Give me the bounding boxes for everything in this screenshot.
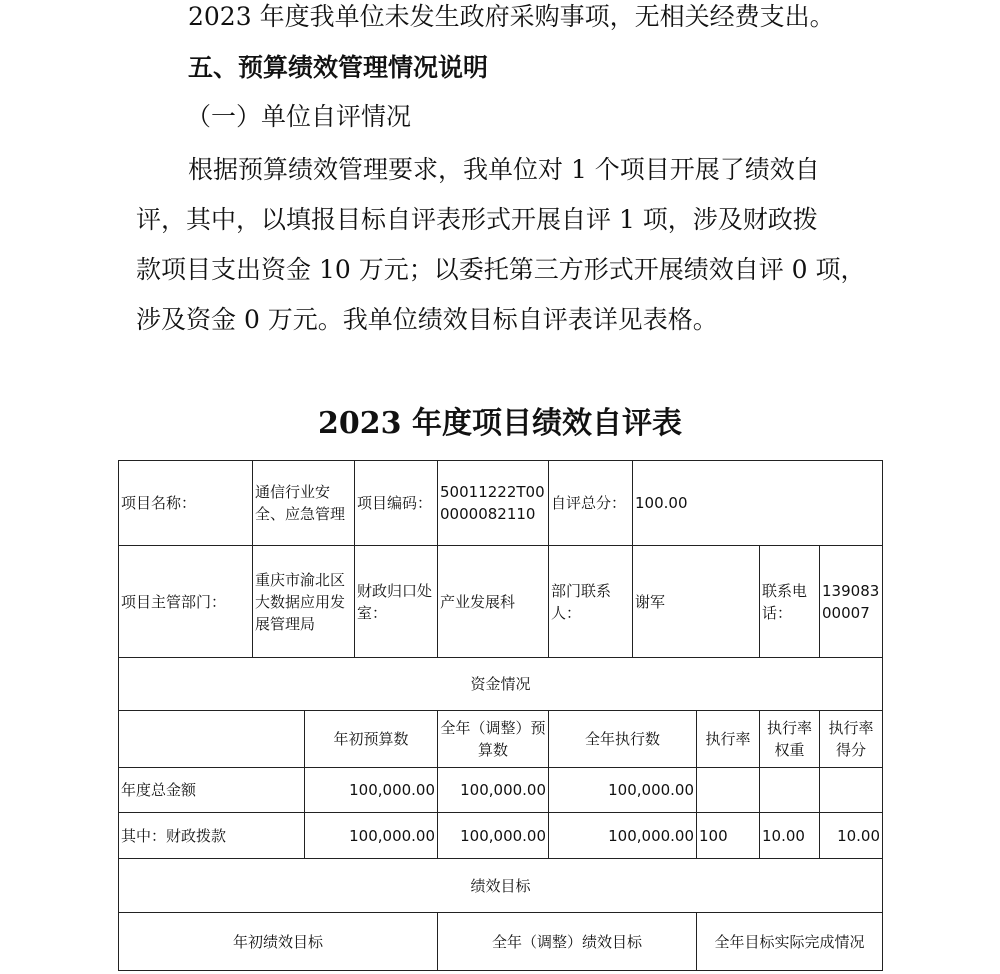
goals-section-header: 绩效目标 — [119, 859, 883, 913]
department-value: 重庆市渝北区大数据应用发展管理局 — [253, 546, 355, 658]
goal-adjusted-header: 全年（调整）绩效目标 — [438, 913, 697, 971]
row-fiscal-weight: 10.00 — [760, 813, 820, 859]
funds-header-blank — [119, 711, 305, 768]
self-score-value: 100.00 — [633, 461, 883, 546]
self-evaluation-paragraph — [136, 145, 884, 345]
no-procurement-paragraph: 2023 年度我单位未发生政府采购事项，无相关经费支出。 — [188, 2, 835, 31]
project-name-value: 通信行业安全、应急管理 — [253, 461, 355, 546]
project-code-label: 项目编码： — [355, 461, 438, 546]
contact-person-label: 部门联系人： — [549, 546, 633, 658]
self-score-label: 自评总分： — [549, 461, 633, 546]
row-total-adjusted: 100,000.00 — [438, 768, 549, 813]
goal-initial-header: 年初绩效目标 — [119, 913, 438, 971]
finance-office-value: 产业发展科 — [438, 546, 549, 658]
phone-value: 13908300007 — [820, 546, 883, 658]
phone-label: 联系电话： — [760, 546, 820, 658]
contact-person-value: 谢军 — [633, 546, 760, 658]
col-adjusted-budget: 全年（调整）预算数 — [438, 711, 549, 768]
section-heading-budget-performance: 五、预算绩效管理情况说明 — [188, 53, 489, 82]
col-executed: 全年执行数 — [549, 711, 697, 768]
department-label: 项目主管部门： — [119, 546, 253, 658]
project-code-value: 50011222T000000082110 — [438, 461, 549, 546]
row-fiscal-adjusted: 100,000.00 — [438, 813, 549, 859]
paragraph-line: 评，其中，以填报目标自评表形式开展自评 1 项，涉及财政拨 — [136, 205, 818, 234]
row-total-executed: 100,000.00 — [549, 768, 697, 813]
row-fiscal-score: 10.00 — [820, 813, 883, 859]
paragraph-line: 根据预算绩效管理要求，我单位对 1 个项目开展了绩效自 — [188, 155, 820, 184]
row-fiscal-rate: 100 — [697, 813, 760, 859]
col-execution-rate: 执行率 — [697, 711, 760, 768]
paragraph-line: 涉及资金 0 万元。我单位绩效目标自评表详见表格。 — [136, 305, 718, 334]
table-title: 2023 年度项目绩效自评表 — [318, 406, 682, 441]
subsection-heading-self-evaluation: （一）单位自评情况 — [186, 102, 412, 131]
row-total-weight — [760, 768, 820, 813]
funds-section-header: 资金情况 — [119, 658, 883, 711]
paragraph-line: 款项目支出资金 10 万元；以委托第三方形式开展绩效自评 0 项， — [136, 255, 866, 284]
col-rate-score: 执行率得分 — [820, 711, 883, 768]
row-fiscal-initial: 100,000.00 — [305, 813, 438, 859]
row-fiscal-executed: 100,000.00 — [549, 813, 697, 859]
col-initial-budget: 年初预算数 — [305, 711, 438, 768]
project-name-label: 项目名称： — [119, 461, 253, 546]
row-fiscal-label: 其中：财政拨款 — [119, 813, 305, 859]
goal-actual-header: 全年目标实际完成情况 — [697, 913, 883, 971]
row-total-rate — [697, 768, 760, 813]
row-total-label: 年度总金额 — [119, 768, 305, 813]
row-total-initial: 100,000.00 — [305, 768, 438, 813]
row-total-score — [820, 768, 883, 813]
finance-office-label: 财政归口处室： — [355, 546, 438, 658]
col-rate-weight: 执行率权重 — [760, 711, 820, 768]
performance-evaluation-table — [118, 460, 883, 971]
